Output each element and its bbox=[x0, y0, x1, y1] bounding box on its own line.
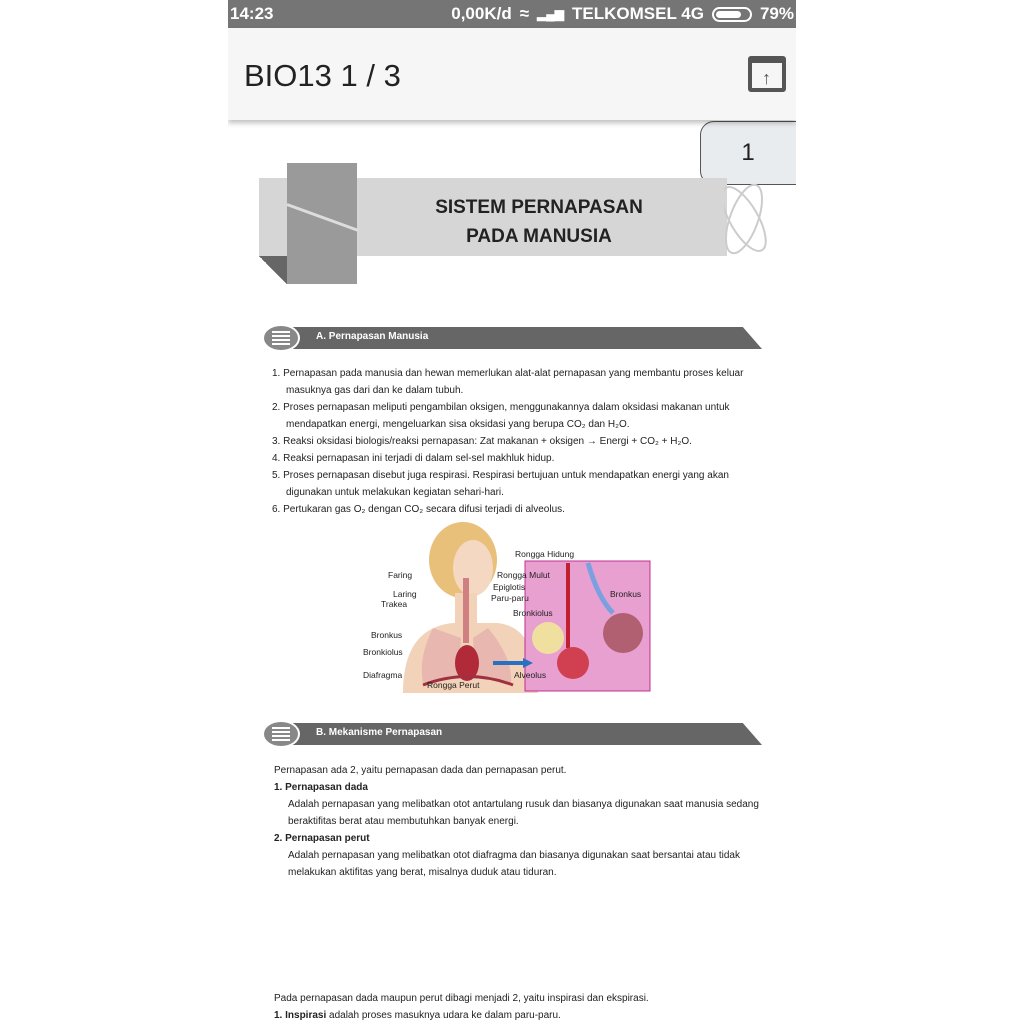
list-item: 6. Pertukaran gas O₂ dengan CO₂ secara difusi terjadi di alveolus. bbox=[272, 504, 565, 515]
app-bar bbox=[228, 28, 796, 120]
label-faring: Faring bbox=[388, 570, 413, 580]
phone-screen bbox=[228, 0, 796, 1024]
battery-percent: 79% bbox=[759, 4, 794, 23]
section-a-list bbox=[272, 365, 762, 518]
list-item: 2. Proses pernapasan meliputi pengambilan oksigen, menggunakannya dalam oksidasi makanan untuk mendapatkan energi, mengeluarkan sisa oksidasi yang berupa CO₂ dan H₂O. bbox=[272, 402, 730, 430]
section-b-title: B. Mekanisme Pernapasan bbox=[316, 727, 443, 738]
item-title: 2. Pernapasan perut bbox=[274, 833, 370, 844]
status-bar bbox=[228, 0, 796, 28]
label-rongga-hidung: Rongga Hidung bbox=[515, 549, 575, 559]
footer-text bbox=[274, 990, 764, 1024]
label-bronkiolus-detail: Bronkiolus bbox=[513, 608, 553, 618]
footer-paragraph: Pada pernapasan dada maupun perut dibagi menjadi 2, yaitu inspirasi dan ekspirasi. bbox=[274, 993, 649, 1004]
doc-title-line1: SISTEM PERNAPASAN bbox=[435, 197, 643, 218]
label-alveolus: Alveolus bbox=[514, 670, 547, 680]
item-text: Adalah pernapasan yang melibatkan otot diafragma dan biasanya digunakan saat bersantai atau tidak melakukan aktifitas yang berat, misalnya duduk atau tiduran. bbox=[288, 850, 740, 878]
label-bronkiolus: Bronkiolus bbox=[363, 647, 403, 657]
label-trakea: Trakea bbox=[381, 599, 408, 609]
label-epiglotis: Epiglotis bbox=[493, 582, 526, 592]
label-bronkus-detail: Bronkus bbox=[610, 589, 642, 599]
list-icon bbox=[262, 324, 300, 352]
banner-decoration bbox=[287, 163, 357, 284]
label-rongga-mulut: Rongga Mulut bbox=[497, 570, 550, 580]
section-b-intro: Pernapasan ada 2, yaitu pernapasan dada dan pernapasan perut. bbox=[274, 765, 567, 776]
atom-decoration bbox=[724, 180, 769, 258]
section-a-title: A. Pernapasan Manusia bbox=[316, 331, 429, 342]
respiratory-system-figure bbox=[363, 518, 663, 693]
section-b-header bbox=[262, 722, 762, 746]
status-time: 14:23 bbox=[230, 4, 274, 23]
wifi-icon: ≈ bbox=[519, 4, 530, 23]
list-item: 5. Proses pernapasan disebut juga respirasi. Respirasi bertujuan untuk mendapatkan energi yang akan digunakan untuk melakukan kegiatan sehari-hari. bbox=[272, 470, 729, 498]
section-b-body bbox=[274, 762, 764, 881]
document-title: BIO13 1 / 3 bbox=[244, 58, 401, 93]
network-speed: 0,00K/d bbox=[451, 4, 512, 23]
label-diafragma: Diafragma bbox=[363, 670, 403, 680]
item-text: Adalah pernapasan yang melibatkan otot antartulang rusuk dan biasanya digunakan saat manusia sedang beraktifitas berat atau membutuhkan banyak energi. bbox=[288, 799, 759, 827]
label-rongga-perut: Rongga Perut bbox=[427, 680, 480, 690]
label-laring: Laring bbox=[393, 589, 417, 599]
signal-icon: ▂▄▆ bbox=[537, 7, 565, 21]
inspirasi-term: 1. Inspirasi bbox=[274, 1010, 327, 1021]
battery-icon bbox=[712, 7, 752, 22]
respiratory-illustration bbox=[363, 518, 663, 693]
carrier: TELKOMSEL 4G bbox=[572, 4, 704, 23]
label-paru-paru: Paru-paru bbox=[491, 593, 529, 603]
banner-fold bbox=[259, 256, 287, 284]
page-number-badge: 1 bbox=[700, 121, 796, 185]
inspirasi-definition: adalah proses masuknya udara ke dalam paru-paru. bbox=[326, 1010, 561, 1021]
open-in-external-icon[interactable]: ↑ bbox=[748, 56, 786, 92]
list-icon bbox=[262, 720, 300, 748]
section-a-header bbox=[262, 326, 762, 350]
item-title: 1. Pernapasan dada bbox=[274, 782, 368, 793]
list-item: 3. Reaksi oksidasi biologis/reaksi pernapasan: Zat makanan + oksigen → Energi + CO₂ + H₂O. bbox=[272, 436, 692, 447]
label-bronkus: Bronkus bbox=[371, 630, 403, 640]
list-item: 1. Pernapasan pada manusia dan hewan memerlukan alat-alat pernapasan yang membantu proses keluar masuknya gas dari dan ke dalam tubuh. bbox=[272, 368, 744, 396]
list-item: 4. Reaksi pernapasan ini terjadi di dalam sel-sel makhluk hidup. bbox=[272, 453, 555, 464]
doc-title-line2: PADA MANUSIA bbox=[466, 226, 612, 247]
